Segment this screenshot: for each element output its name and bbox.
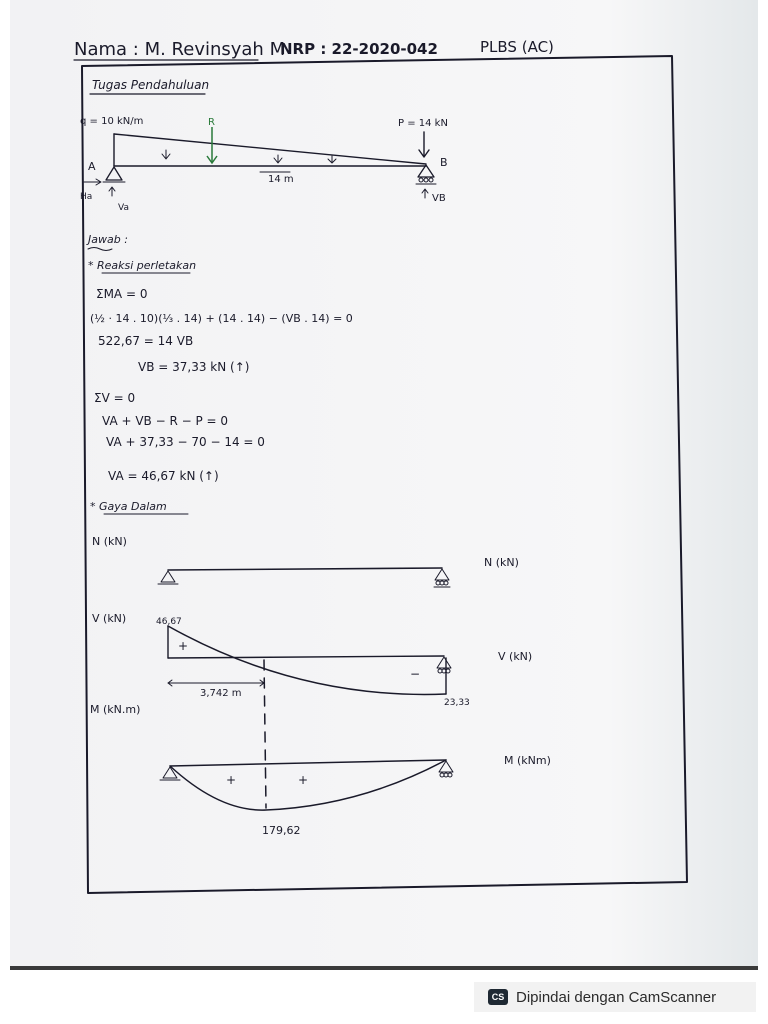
internal-forces-heading: * Gaya Dalam bbox=[90, 500, 167, 513]
resultant-R-label: R bbox=[208, 117, 215, 128]
camscanner-watermark bbox=[474, 982, 756, 1012]
support-A-label: A bbox=[88, 160, 96, 173]
class-code: PLBS (AC) bbox=[480, 38, 554, 56]
calc-line-8: VA = 46,67 kN (↑) bbox=[108, 469, 219, 483]
answer-heading: Jawab : bbox=[88, 233, 128, 246]
student-nrp: NRP : 22-2020-042 bbox=[280, 40, 438, 58]
reaction-Va-label: Va bbox=[118, 203, 129, 213]
camscanner-text: Dipindai dengan CamScanner bbox=[516, 988, 717, 1006]
V-negative-sign: − bbox=[410, 667, 421, 681]
reaction-Vb-label: VB bbox=[432, 193, 446, 204]
reaction-heading: * Reaksi perletakan bbox=[88, 259, 197, 272]
calc-line-3: 522,67 = 14 VB bbox=[98, 334, 194, 348]
M-label-left: M (kN.m) bbox=[90, 703, 141, 716]
reaction-Ha-label: Ha bbox=[80, 192, 93, 202]
student-name: Nama : M. Revinsyah M bbox=[74, 39, 286, 60]
V-zero-distance: 3,742 m bbox=[200, 688, 242, 699]
M-positive-sign-2: + bbox=[298, 773, 309, 787]
camscanner-logo: CS bbox=[488, 989, 508, 1005]
point-load-label: P = 14 kN bbox=[398, 118, 448, 129]
N-label-right: N (kN) bbox=[484, 556, 519, 569]
V-label-left: V (kN) bbox=[92, 612, 127, 625]
V-positive-sign: + bbox=[178, 639, 189, 653]
V-min-value: 23,33 bbox=[444, 698, 470, 708]
V-max-value: 46,67 bbox=[156, 617, 182, 627]
calc-line-6: VA + VB − R − P = 0 bbox=[102, 414, 229, 428]
section-title: Tugas Pendahuluan bbox=[92, 78, 210, 92]
calc-line-2: (½ · 14 . 10)(⅓ . 14) + (14 . 14) − (VB . 14) = 0 bbox=[90, 312, 353, 325]
V-label-right: V (kN) bbox=[498, 650, 533, 663]
calc-line-7: VA + 37,33 − 70 − 14 = 0 bbox=[106, 435, 265, 449]
M-label-right: M (kNm) bbox=[504, 754, 551, 767]
M-max-value: 179,62 bbox=[262, 824, 301, 837]
load-q-label: q = 10 kN/m bbox=[80, 116, 144, 127]
paper-sheet bbox=[10, 0, 758, 968]
calc-line-5: ΣV = 0 bbox=[94, 391, 136, 405]
support-B-label: B bbox=[440, 156, 448, 169]
N-label-left: N (kN) bbox=[92, 535, 127, 548]
M-positive-sign-1: + bbox=[226, 773, 237, 787]
span-label: 14 m bbox=[268, 174, 294, 185]
calc-line-1: ΣMA = 0 bbox=[96, 287, 148, 301]
calc-line-4: VB = 37,33 kN (↑) bbox=[138, 360, 250, 374]
